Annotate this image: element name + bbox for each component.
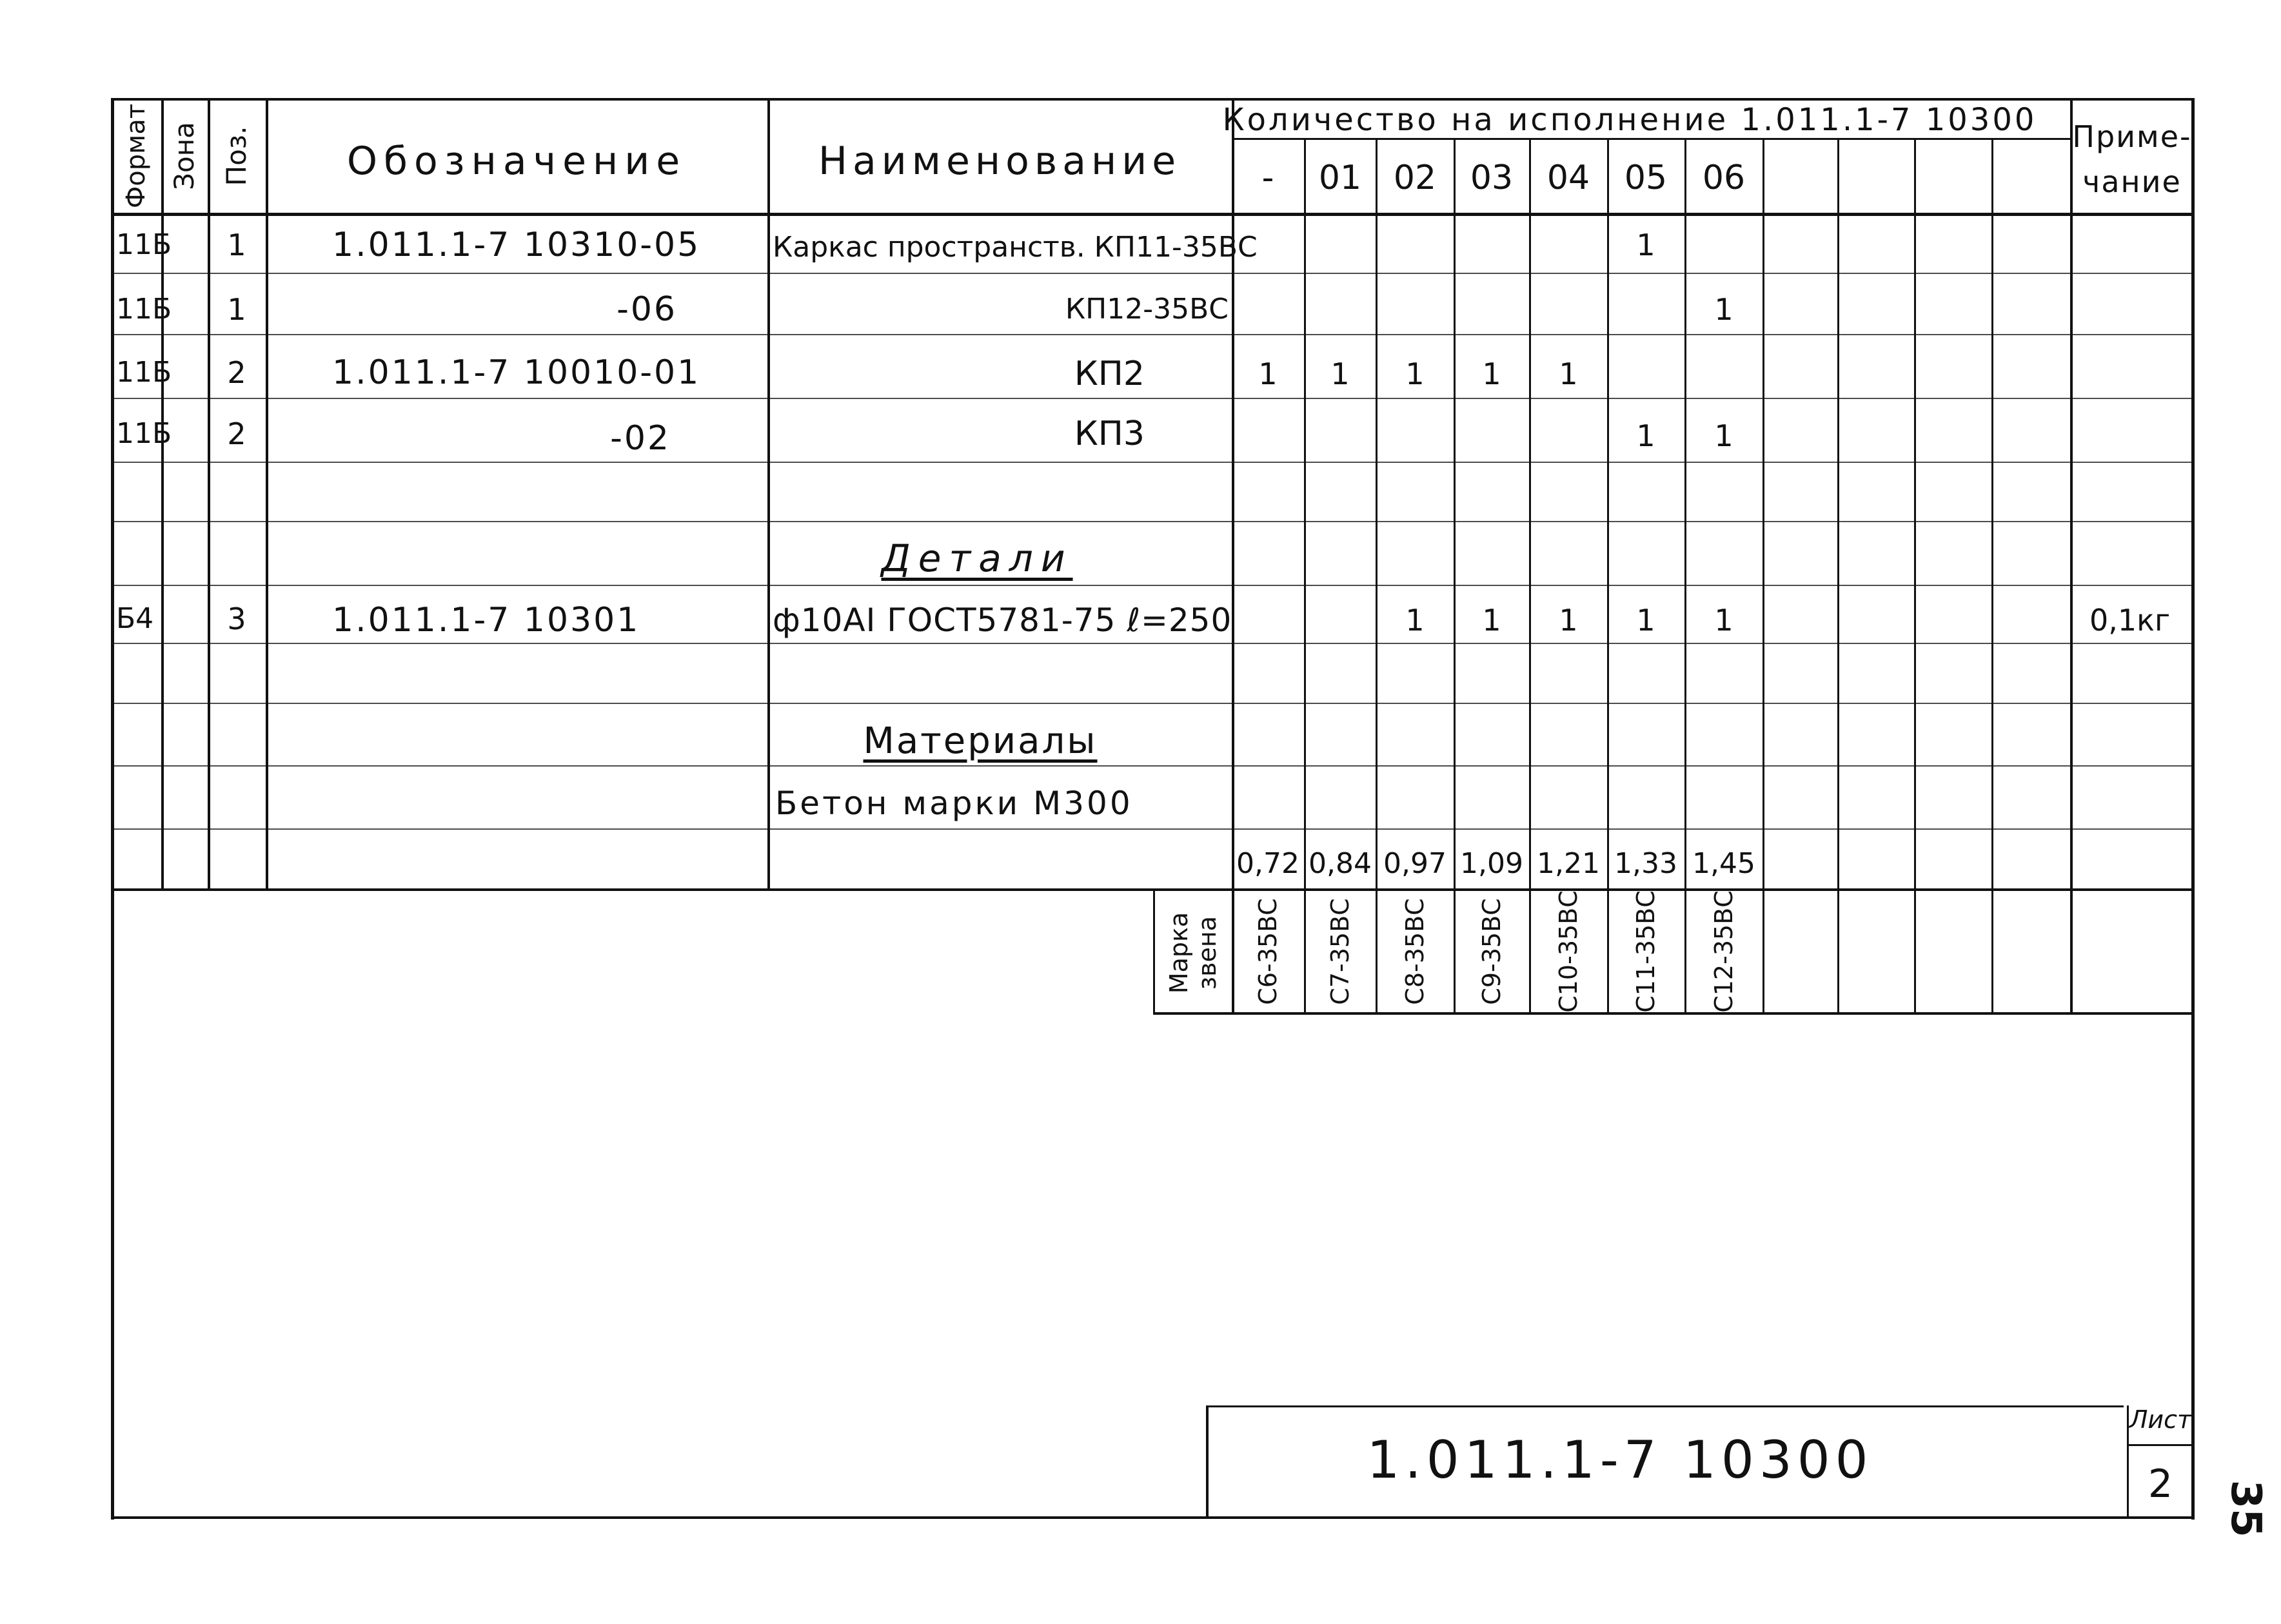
grid-line: [266, 98, 268, 891]
row-line: [111, 828, 2194, 830]
header-name: Наименование: [818, 139, 1181, 184]
link-mark-label-2: звена: [1193, 915, 1221, 990]
grid-line: [2070, 98, 2073, 1013]
row-line: [111, 273, 2194, 274]
row-line: [111, 585, 2194, 586]
execution-col-6: 06: [1702, 159, 1746, 197]
row-5-pos: 3: [227, 602, 246, 636]
row-line: [111, 703, 2194, 704]
row-5-qty-03: 1: [1482, 603, 1501, 638]
volume-04: 1,21: [1537, 847, 1600, 880]
title-block-line: [2127, 1444, 2194, 1446]
row-3-qty-03: 1: [1482, 357, 1501, 391]
row-3-name: КП2: [1074, 355, 1145, 393]
grid-line: [161, 98, 164, 891]
grid-line: [1454, 139, 1456, 1013]
header-note-1: Приме-: [2072, 119, 2192, 154]
volume-01: 0,84: [1308, 847, 1372, 880]
row-line: [111, 398, 2194, 399]
row-3-qty-0: 1: [1258, 357, 1278, 391]
link-mark-02: С8-35ВС: [1401, 898, 1429, 1005]
row-1-pos: 1: [227, 228, 246, 262]
row-4-pos: 2: [227, 416, 246, 451]
execution-col-2: 02: [1393, 159, 1437, 197]
row-4-name: КП3: [1074, 415, 1145, 453]
row-5-format: Б4: [116, 602, 154, 635]
section-materials-title: Материалы: [863, 720, 1098, 762]
grid-line: [111, 213, 2194, 216]
row-4-designation: -02: [610, 419, 671, 458]
grid-line: [1684, 139, 1686, 1013]
grid-line: [1153, 1012, 2194, 1015]
grid-line: [1914, 139, 1916, 1013]
link-mark-04: С10-35ВС: [1554, 890, 1583, 1013]
header-designation: Обозначение: [346, 139, 687, 184]
sheet-label: Лист: [2129, 1405, 2192, 1434]
concrete-grade: Бетон марки М300: [775, 785, 1133, 822]
link-mark-label-1: Марка: [1165, 912, 1193, 994]
grid-line: [1376, 139, 1377, 1013]
header-quantity: Количество на исполнение 1.011.1-7 10300: [1222, 102, 2037, 138]
title-block-line: [1899, 1405, 2124, 1407]
grid-line: [1529, 139, 1531, 1013]
grid-line: [111, 98, 2194, 101]
row-4-qty-06: 1: [1714, 418, 1733, 453]
row-5-designation: 1.011.1-7 10301: [332, 601, 640, 640]
execution-col-3: 03: [1470, 159, 1514, 197]
row-5-qty-02: 1: [1405, 603, 1425, 638]
header-pos: Поз.: [221, 126, 252, 186]
row-3-qty-02: 1: [1405, 357, 1425, 391]
row-line: [111, 765, 2194, 767]
row-3-pos: 2: [227, 355, 246, 390]
row-1-name: Каркас пространств. КП11-35ВС: [773, 231, 1258, 264]
row-line: [111, 643, 2194, 644]
title-block-line: [1206, 1405, 1209, 1519]
row-2-designation: -06: [617, 290, 677, 329]
row-3-qty-04: 1: [1559, 357, 1578, 391]
grid-line: [2191, 98, 2195, 1520]
document-code: 1.011.1-7 10300: [1367, 1430, 1873, 1490]
grid-line: [1153, 888, 1155, 1013]
row-3-qty-01: 1: [1330, 357, 1350, 391]
volume-02: 0,97: [1383, 847, 1447, 880]
grid-line: [1991, 139, 1993, 1013]
row-line: [111, 462, 2194, 463]
row-2-name: КП12-35ВС: [1065, 293, 1229, 326]
grid-line: [111, 98, 114, 1520]
row-2-pos: 1: [227, 292, 246, 327]
row-5-note: 0,1кг: [2089, 603, 2171, 638]
volume-06: 1,45: [1692, 847, 1755, 880]
header-zone: Зона: [168, 122, 200, 190]
row-2-format: 11Б: [116, 293, 172, 326]
grid-line: [1232, 138, 2071, 140]
execution-col-1: 01: [1318, 159, 1362, 197]
title-block-line: [1206, 1405, 1902, 1407]
grid-line: [1763, 139, 1764, 1013]
volume-0: 0,72: [1236, 847, 1299, 880]
grid-line: [1837, 139, 1839, 1013]
section-details-title: Детали: [881, 536, 1073, 580]
header-note-2: чание: [2082, 164, 2182, 199]
grid-line: [111, 888, 2194, 891]
execution-col-5: 05: [1624, 159, 1668, 197]
margin-page-number: 35: [2222, 1480, 2269, 1538]
row-3-format: 11Б: [116, 356, 172, 389]
row-line: [111, 334, 2194, 335]
row-5-qty-05: 1: [1636, 603, 1655, 638]
volume-05: 1,33: [1614, 847, 1677, 880]
row-3-designation: 1.011.1-7 10010-01: [332, 353, 701, 392]
link-mark-01: С7-35ВС: [1326, 898, 1354, 1005]
execution-col-4: 04: [1546, 159, 1590, 197]
grid-line: [1607, 139, 1609, 1013]
link-mark-05: С11-35ВС: [1632, 890, 1660, 1013]
grid-line: [1304, 139, 1306, 1013]
title-block-line: [2127, 1405, 2129, 1519]
sheet-number: 2: [2148, 1462, 2173, 1507]
grid-line: [1205, 1516, 2194, 1519]
volume-03: 1,09: [1460, 847, 1523, 880]
row-5-qty-06: 1: [1714, 603, 1733, 638]
row-2-qty-06: 1: [1714, 292, 1733, 327]
execution-col-0: -: [1261, 159, 1274, 197]
grid-line: [208, 98, 210, 891]
row-4-format: 11Б: [116, 417, 172, 450]
grid-line: [767, 98, 770, 891]
row-5-qty-04: 1: [1559, 603, 1578, 638]
link-mark-0: С6-35ВС: [1254, 898, 1282, 1005]
header-format: Формат: [121, 103, 151, 209]
row-5-name: ф10АI ГОСТ5781-75 ℓ=250: [773, 602, 1232, 639]
row-line: [111, 521, 2194, 522]
row-4-qty-05: 1: [1636, 418, 1655, 453]
link-mark-06: С12-35ВС: [1710, 890, 1738, 1013]
row-1-designation: 1.011.1-7 10310-05: [332, 226, 701, 264]
grid-line: [111, 1516, 1207, 1519]
link-mark-03: С9-35ВС: [1477, 898, 1506, 1005]
row-1-qty-05: 1: [1636, 228, 1655, 262]
row-1-format: 11Б: [116, 228, 172, 261]
